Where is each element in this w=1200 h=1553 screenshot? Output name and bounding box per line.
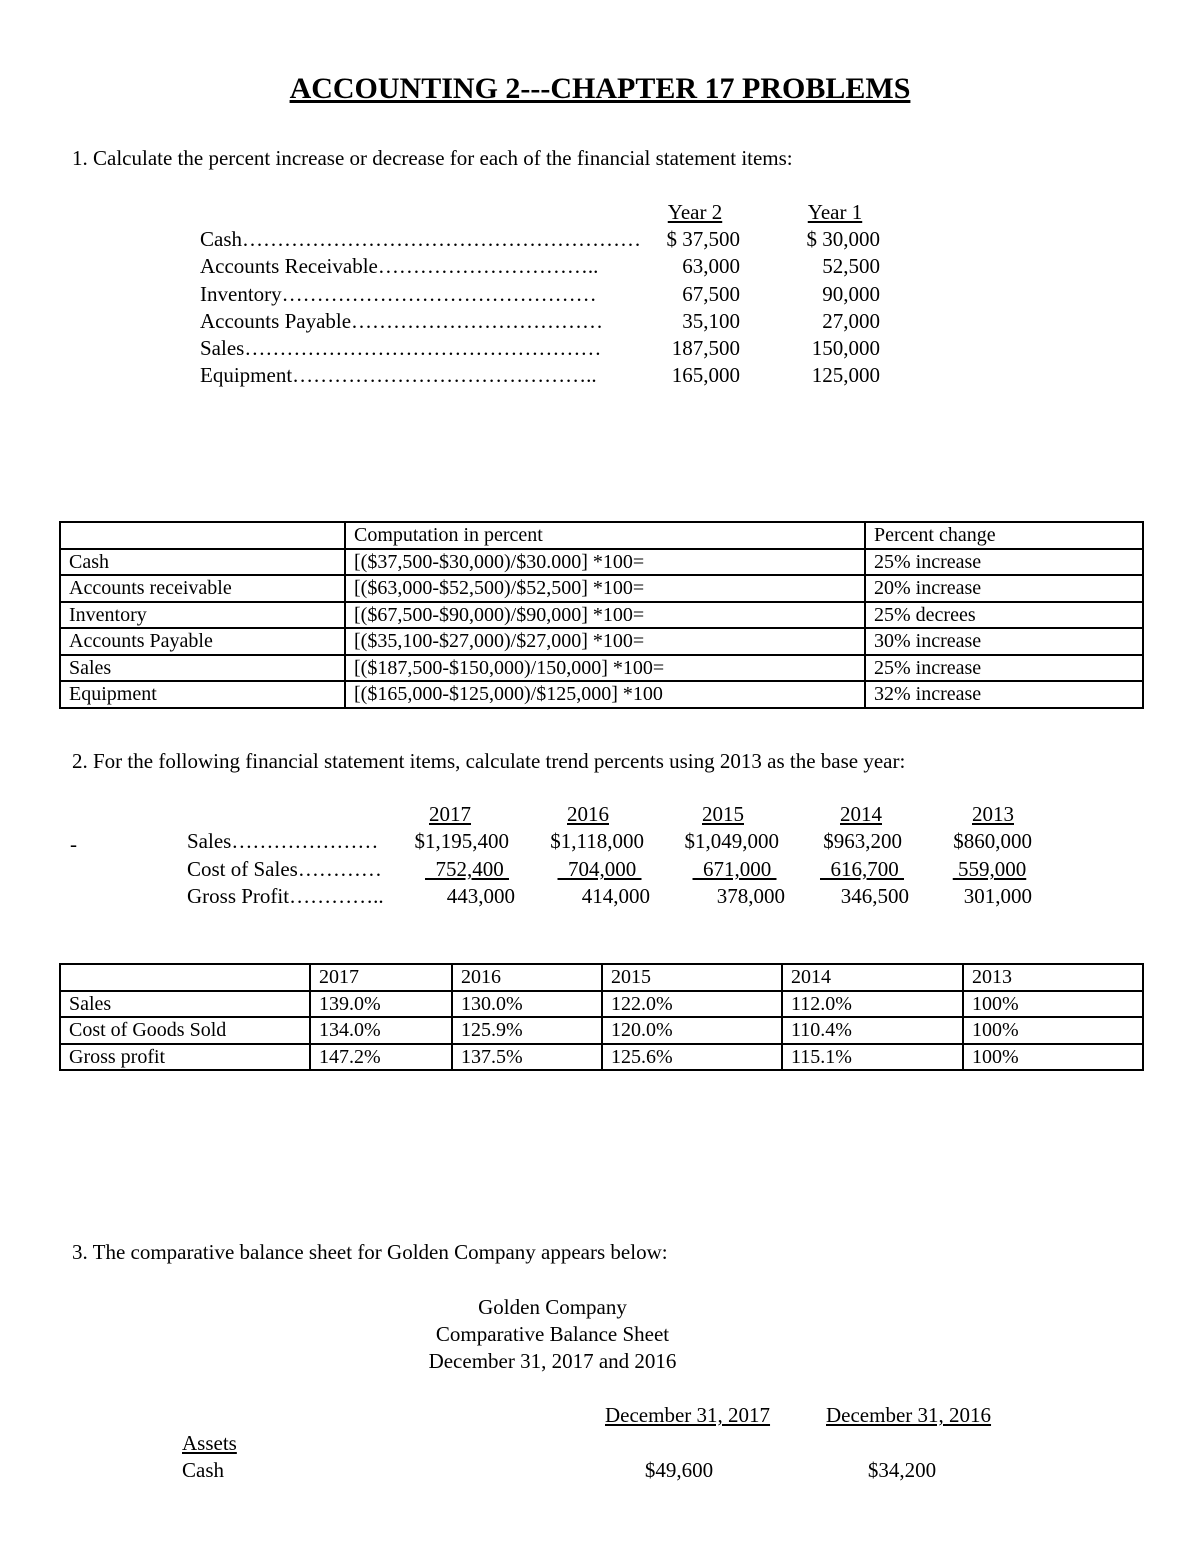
q2-row-value: 443,000 bbox=[446, 884, 515, 908]
q2-row-value: 559,000 bbox=[952, 857, 1027, 881]
q1-row-label: Cash………………………………………………… bbox=[200, 227, 641, 251]
table-cell: 130.0% bbox=[452, 991, 602, 1018]
q2-row-value: 378,000 bbox=[716, 884, 785, 908]
q1-row bbox=[200, 282, 880, 309]
column-header-2017: December 31, 2017 bbox=[605, 1403, 771, 1427]
q1-row bbox=[200, 363, 880, 390]
table-cell: 120.0% bbox=[602, 1017, 782, 1044]
table-header: 2015 bbox=[602, 964, 782, 991]
balance-row-2017: $49,600 bbox=[644, 1458, 714, 1482]
table-row bbox=[60, 964, 1143, 991]
q1-row-year2: 35,100 bbox=[682, 309, 740, 333]
table-cell: 115.1% bbox=[782, 1044, 963, 1071]
table-row bbox=[60, 1044, 1143, 1071]
table-cell: [($63,000-$52,500)/$52,500] *100= bbox=[345, 575, 865, 602]
q2-row bbox=[187, 829, 1047, 856]
q1-row-label: Accounts Payable……………………………… bbox=[200, 309, 604, 333]
q1-row-year1: 27,000 bbox=[822, 309, 880, 333]
q2-row-value: $1,195,400 bbox=[414, 829, 509, 853]
q2-row-value: $860,000 bbox=[953, 829, 1032, 853]
table-cell: 100% bbox=[963, 991, 1143, 1018]
q1-row-label: Inventory……………………………………… bbox=[200, 282, 597, 306]
q1-row-year1: 90,000 bbox=[822, 282, 880, 306]
table-cell bbox=[60, 522, 345, 549]
table-cell: Gross profit bbox=[60, 1044, 310, 1071]
q2-row-label: Sales………………… bbox=[187, 829, 379, 853]
q2-row-value: $1,049,000 bbox=[684, 829, 779, 853]
q1-row-label: Accounts Receivable………………………….. bbox=[200, 254, 599, 278]
q2-row-value: 414,000 bbox=[581, 884, 650, 908]
q2-row-label: Gross Profit………….. bbox=[187, 884, 384, 908]
statement-name: Comparative Balance Sheet bbox=[435, 1322, 670, 1346]
q2-row-value: 704,000 bbox=[557, 857, 642, 881]
table-header: Percent change bbox=[865, 522, 1143, 549]
table-cell: 25% increase bbox=[865, 655, 1143, 682]
trend-year-header: 2015 bbox=[702, 802, 744, 826]
q2-row bbox=[187, 884, 1047, 911]
table-row bbox=[60, 655, 1143, 682]
table-row bbox=[60, 522, 1143, 549]
trend-year-header: 2014 bbox=[840, 802, 882, 826]
balance-row-2016: $34,200 bbox=[867, 1458, 937, 1482]
q2-row-value: 671,000 bbox=[692, 857, 777, 881]
table-cell: 147.2% bbox=[310, 1044, 452, 1071]
question-2-prompt: 2. For the following financial statement items, calculate trend percents using 2013 as the base year: bbox=[72, 749, 906, 773]
table-cell: Sales bbox=[60, 655, 345, 682]
table-header: Computation in percent bbox=[345, 522, 865, 549]
table-cell: [($67,500-$90,000)/$90,000] *100= bbox=[345, 602, 865, 629]
table-cell: 125.9% bbox=[452, 1017, 602, 1044]
table-cell: Accounts Payable bbox=[60, 628, 345, 655]
table-row bbox=[60, 549, 1143, 576]
q1-row bbox=[200, 336, 880, 363]
year1-header: Year 1 bbox=[807, 200, 863, 224]
table-cell: 30% increase bbox=[865, 628, 1143, 655]
table-row bbox=[60, 1017, 1143, 1044]
table-cell: 25% increase bbox=[865, 549, 1143, 576]
statement-date: December 31, 2017 and 2016 bbox=[428, 1349, 677, 1373]
table-row bbox=[60, 681, 1143, 708]
table-header: 2017 bbox=[310, 964, 452, 991]
dash-mark: - bbox=[70, 832, 77, 856]
table-row bbox=[60, 628, 1143, 655]
year2-header: Year 2 bbox=[667, 200, 723, 224]
table-cell: 139.0% bbox=[310, 991, 452, 1018]
column-header-2016: December 31, 2016 bbox=[826, 1403, 992, 1427]
q1-row-year1: $ 30,000 bbox=[806, 227, 880, 251]
q1-row-year1: 52,500 bbox=[822, 254, 880, 278]
table-cell: 110.4% bbox=[782, 1017, 963, 1044]
balance-row-label: Cash bbox=[182, 1458, 224, 1482]
table-cell: 32% increase bbox=[865, 681, 1143, 708]
q1-row-year2: $ 37,500 bbox=[666, 227, 740, 251]
table-row bbox=[60, 575, 1143, 602]
question-3-prompt: 3. The comparative balance sheet for Golden Company appears below: bbox=[72, 1240, 668, 1264]
table-cell: Equipment bbox=[60, 681, 345, 708]
page-title: ACCOUNTING 2---CHAPTER 17 PROBLEMS bbox=[289, 72, 911, 105]
table-cell: 100% bbox=[963, 1044, 1143, 1071]
q2-row-value: 346,500 bbox=[840, 884, 909, 908]
q1-row-label: Equipment…………………………………….. bbox=[200, 363, 597, 387]
trend-year-header: 2013 bbox=[972, 802, 1014, 826]
question-1-prompt: 1. Calculate the percent increase or decrease for each of the financial statement items: bbox=[72, 146, 793, 170]
table-cell: [($35,100-$27,000)/$27,000] *100= bbox=[345, 628, 865, 655]
table-cell: Inventory bbox=[60, 602, 345, 629]
table-row bbox=[60, 602, 1143, 629]
table-header: 2014 bbox=[782, 964, 963, 991]
table-cell: Sales bbox=[60, 991, 310, 1018]
table-cell bbox=[60, 964, 310, 991]
q2-row-label: Cost of Sales………… bbox=[187, 857, 382, 881]
q2-row-value: 616,700 bbox=[820, 857, 904, 881]
table-cell: 125.6% bbox=[602, 1044, 782, 1071]
q1-row-year2: 63,000 bbox=[682, 254, 740, 278]
q1-row bbox=[200, 254, 880, 281]
trend-year-header: 2017 bbox=[429, 802, 471, 826]
table-cell: Accounts receivable bbox=[60, 575, 345, 602]
q1-row-year1: 150,000 bbox=[811, 336, 880, 360]
q1-row-label: Sales…………………………………………… bbox=[200, 336, 602, 360]
table-cell: 134.0% bbox=[310, 1017, 452, 1044]
table-header: 2013 bbox=[963, 964, 1143, 991]
table-cell: 100% bbox=[963, 1017, 1143, 1044]
table-row bbox=[60, 991, 1143, 1018]
table-cell: 112.0% bbox=[782, 991, 963, 1018]
trend-year-header: 2016 bbox=[567, 802, 609, 826]
q2-row-value: $963,200 bbox=[823, 829, 902, 853]
trend-percent-table bbox=[59, 963, 1144, 1071]
table-cell: 20% increase bbox=[865, 575, 1143, 602]
table-cell: Cash bbox=[60, 549, 345, 576]
table-cell: Cost of Goods Sold bbox=[60, 1017, 310, 1044]
q2-row-value: 301,000 bbox=[963, 884, 1032, 908]
q1-row-year2: 67,500 bbox=[682, 282, 740, 306]
q1-row-year1: 125,000 bbox=[811, 363, 880, 387]
section-heading: Assets bbox=[182, 1431, 237, 1455]
q2-row-value: $1,118,000 bbox=[550, 829, 644, 853]
table-cell: 25% decrees bbox=[865, 602, 1143, 629]
q1-row bbox=[200, 309, 880, 336]
q1-row-year2: 165,000 bbox=[671, 363, 740, 387]
table-cell: [($37,500-$30,000)/$30.000] *100= bbox=[345, 549, 865, 576]
table-cell: 122.0% bbox=[602, 991, 782, 1018]
table-cell: [($187,500-$150,000)/150,000] *100= bbox=[345, 655, 865, 682]
q2-row-value: 752,400 bbox=[425, 857, 509, 881]
percent-change-table bbox=[59, 521, 1144, 709]
q1-row-year2: 187,500 bbox=[671, 336, 740, 360]
q1-row bbox=[200, 227, 880, 254]
table-cell: [($165,000-$125,000)/$125,000] *100 bbox=[345, 681, 865, 708]
company-name: Golden Company bbox=[478, 1295, 627, 1319]
table-header: 2016 bbox=[452, 964, 602, 991]
table-cell: 137.5% bbox=[452, 1044, 602, 1071]
q2-row bbox=[187, 857, 1047, 884]
